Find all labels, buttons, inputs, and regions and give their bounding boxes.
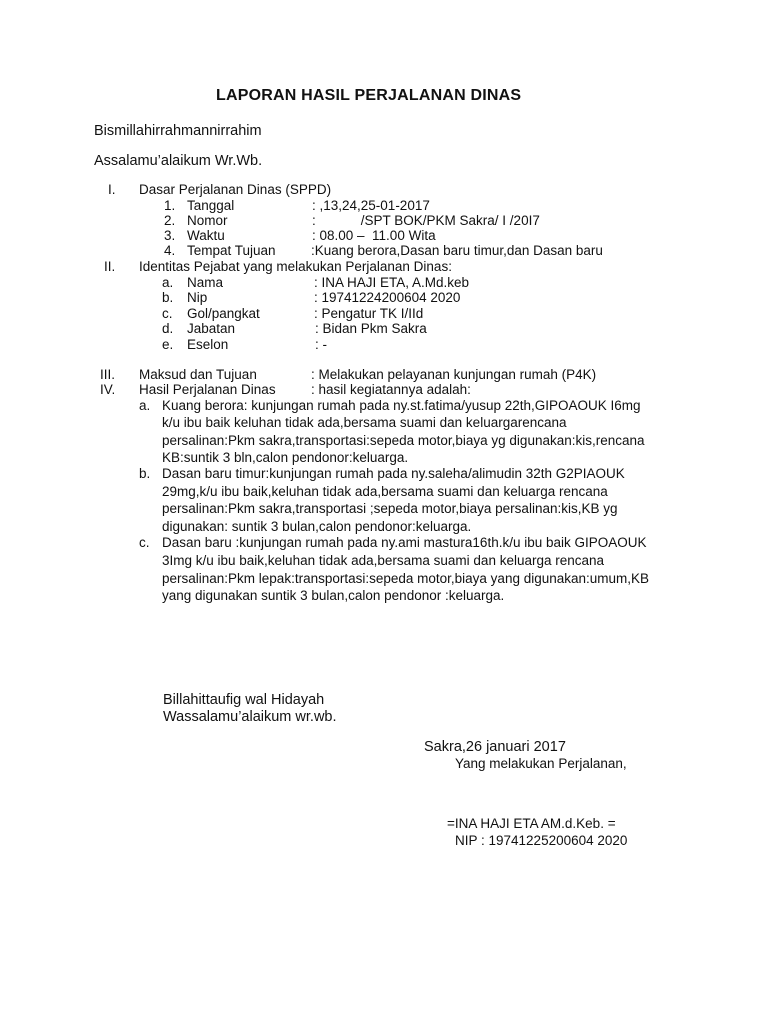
section4-value: : hasil kegiatannya adalah:: [311, 382, 471, 397]
result-letter: c.: [139, 535, 150, 550]
section4-label: Hasil Perjalanan Dinas: [139, 382, 276, 397]
closing-line2: Wassalamu’alaikum wr.wb.: [163, 709, 337, 725]
section1-roman: I.: [108, 182, 116, 197]
document-title: LAPORAN HASIL PERJALANAN DINAS: [216, 87, 522, 104]
s2-item-letter: d.: [162, 321, 174, 336]
section3-roman: III.: [100, 367, 116, 382]
result-line: Dasan baru :kunjungan rumah pada ny.ami mastura16th.k/u ibu baik GIPOAOUK: [162, 535, 647, 550]
section3-label: Maksud dan Tujuan: [139, 367, 257, 382]
s2-item-letter: c.: [162, 306, 173, 321]
signature-role: Yang melakukan Perjalanan,: [455, 756, 627, 771]
s1-item-num: 1.: [164, 198, 176, 213]
result-line: persalinan:Pkm lepak:transportasi:sepeda motor,biaya yang digunakan:umum,KB: [162, 571, 650, 586]
signature-name: =INA HAJI ETA AM.d.Keb. =: [447, 816, 616, 831]
s2-item-value: : 19741224200604 2020: [314, 290, 461, 305]
s1-item-num: 3.: [164, 228, 176, 243]
s2-item-letter: e.: [162, 337, 174, 352]
result-line: yang digunakan suntik 3 bulan,calon pendonor :keluarga.: [162, 588, 505, 603]
section2-heading: Identitas Pejabat yang melakukan Perjalanan Dinas:: [139, 259, 452, 274]
s2-item-label: Jabatan: [187, 321, 236, 336]
result-line: persalinan:Pkm sakra,transportasi ;sepeda motor,biaya persalinan:kis,KB yg: [162, 501, 618, 516]
s1-item-label: Waktu: [187, 228, 225, 243]
closing-line1: Billahittaufig wal Hidayah: [163, 692, 325, 708]
s1-item-num: 2.: [164, 213, 176, 228]
signature-place-date: Sakra,26 januari 2017: [424, 739, 566, 755]
result-line: k/u ibu baik keluhan tidak ada,bersama suami dan keluargarencana: [162, 415, 567, 430]
s2-item-label: Eselon: [187, 337, 229, 352]
s1-item-value: : ,13,24,25-01-2017: [312, 198, 430, 213]
result-line: 29mg,k/u ibu baik,keluhan tidak ada,bersama suami dan keluarga rencana: [162, 484, 608, 499]
s2-item-letter: b.: [162, 290, 174, 305]
s2-item-letter: a.: [162, 275, 174, 290]
result-letter: b.: [139, 466, 151, 481]
s1-item-label: Nomor: [187, 213, 228, 228]
salam-opening-text: Assalamu’alaikum Wr.Wb.: [94, 153, 263, 169]
result-line: KB:suntik 3 bln,calon pendonor:keluarga.: [162, 450, 409, 465]
s2-item-label: Gol/pangkat: [187, 306, 260, 321]
result-line: 3Img k/u ibu baik,keluhan tidak ada,bersama suami dan keluarga rencana: [162, 553, 605, 568]
s2-item-value: : Bidan Pkm Sakra: [315, 321, 427, 336]
s2-item-value: : INA HAJI ETA, A.Md.keb: [314, 275, 470, 290]
bismillah-text: Bismillahirrahmannirrahim: [94, 123, 262, 139]
s2-item-value: : -: [315, 337, 327, 352]
section2-roman: II.: [104, 259, 116, 274]
section3-value: : Melakukan pelayanan kunjungan rumah (P4K): [311, 367, 597, 382]
s1-item-label: Tempat Tujuan: [187, 243, 276, 258]
section4-roman: IV.: [100, 382, 116, 397]
result-line: digunakan: suntik 3 bulan,calon pendonor:keluarga.: [162, 519, 472, 534]
s1-item-value: :Kuang berora,Dasan baru timur,dan Dasan baru: [311, 243, 603, 258]
s1-item-label: Tanggal: [187, 198, 235, 213]
s2-item-label: Nama: [187, 275, 224, 290]
result-line: Dasan baru timur:kunjungan rumah pada ny.saleha/alimudin 32th G2PIAOUK: [162, 466, 625, 481]
s1-item-num: 4.: [164, 243, 176, 258]
signature-nip: NIP : 19741225200604 2020: [455, 833, 628, 848]
s1-item-value: : 08.00 – 11.00 Wita: [312, 228, 436, 243]
result-line: persalinan:Pkm sakra,transportasi:sepeda motor,biaya yg digunakan:kis,rencana: [162, 433, 645, 448]
result-line: Kuang berora: kunjungan rumah pada ny.st.fatima/yusup 22th,GIPOAOUK I6mg: [162, 398, 641, 413]
section1-heading: Dasar Perjalanan Dinas (SPPD): [139, 182, 332, 197]
result-letter: a.: [139, 398, 151, 413]
s2-item-value: : Pengatur TK I/IId: [314, 306, 424, 321]
s2-item-label: Nip: [187, 290, 208, 305]
s1-item-value: : /SPT BOK/PKM Sakra/ I /20I7: [312, 213, 540, 228]
